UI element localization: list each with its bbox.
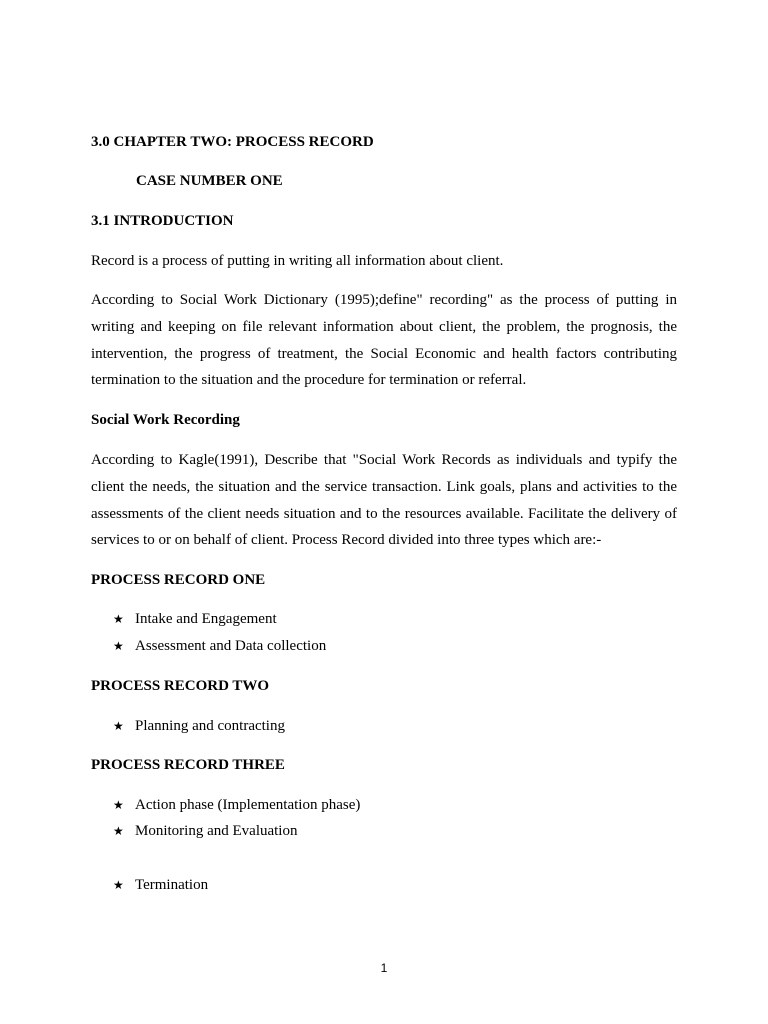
star-bullet-icon: ★ [113, 824, 124, 838]
page-number: 1 [380, 961, 388, 975]
list-item-text: Termination [135, 877, 209, 893]
list-item [113, 637, 326, 655]
definition-paragraph: According to Social Work Dictionary (1995);define" recording" as the process of putting in writing and keeping on file relevant information about client, the problem, the prognosis, the intervention, the progress of treatment, the Social Economic and health factors contributing termination to the situation and the procedure for termination or referral. [91, 292, 677, 389]
list-item [113, 876, 208, 894]
kagle-paragraph: According to Kagle(1991), Describe that "Social Work Records as individuals and typify the client the needs, the situation and the service transaction. Link goals, plans and activities to the assessments of the client needs situation and to the resources available. Facilitate the delivery of services to or on behalf of client. Process Record divided into three types which are:- [91, 452, 677, 549]
star-bullet-icon: ★ [113, 639, 124, 653]
list-item-text: Planning and contracting [135, 718, 285, 734]
list-item-text: Monitoring and Evaluation [135, 823, 298, 839]
intro-paragraph: Record is a process of putting in writing all information about client. [91, 253, 504, 269]
process-record-two-heading: PROCESS RECORD TWO [91, 678, 270, 694]
process-record-one-heading: PROCESS RECORD ONE [91, 572, 266, 588]
list-item-text: Intake and Engagement [135, 611, 277, 627]
star-bullet-icon: ★ [113, 612, 124, 626]
section-heading: Social Work Recording [91, 412, 240, 428]
list-item [113, 717, 285, 735]
list-item [113, 610, 277, 628]
case-heading: CASE NUMBER ONE [136, 173, 283, 189]
chapter-heading: 3.0 CHAPTER TWO: PROCESS RECORD [91, 134, 374, 150]
star-bullet-icon: ★ [113, 798, 124, 812]
star-bullet-icon: ★ [113, 719, 124, 733]
star-bullet-icon: ★ [113, 878, 124, 892]
list-item [113, 796, 360, 814]
list-item-text: Assessment and Data collection [135, 638, 327, 654]
process-record-three-heading: PROCESS RECORD THREE [91, 757, 285, 773]
list-item-text: Action phase (Implementation phase) [135, 797, 361, 813]
intro-heading: 3.1 INTRODUCTION [91, 213, 234, 229]
list-item [113, 822, 297, 840]
